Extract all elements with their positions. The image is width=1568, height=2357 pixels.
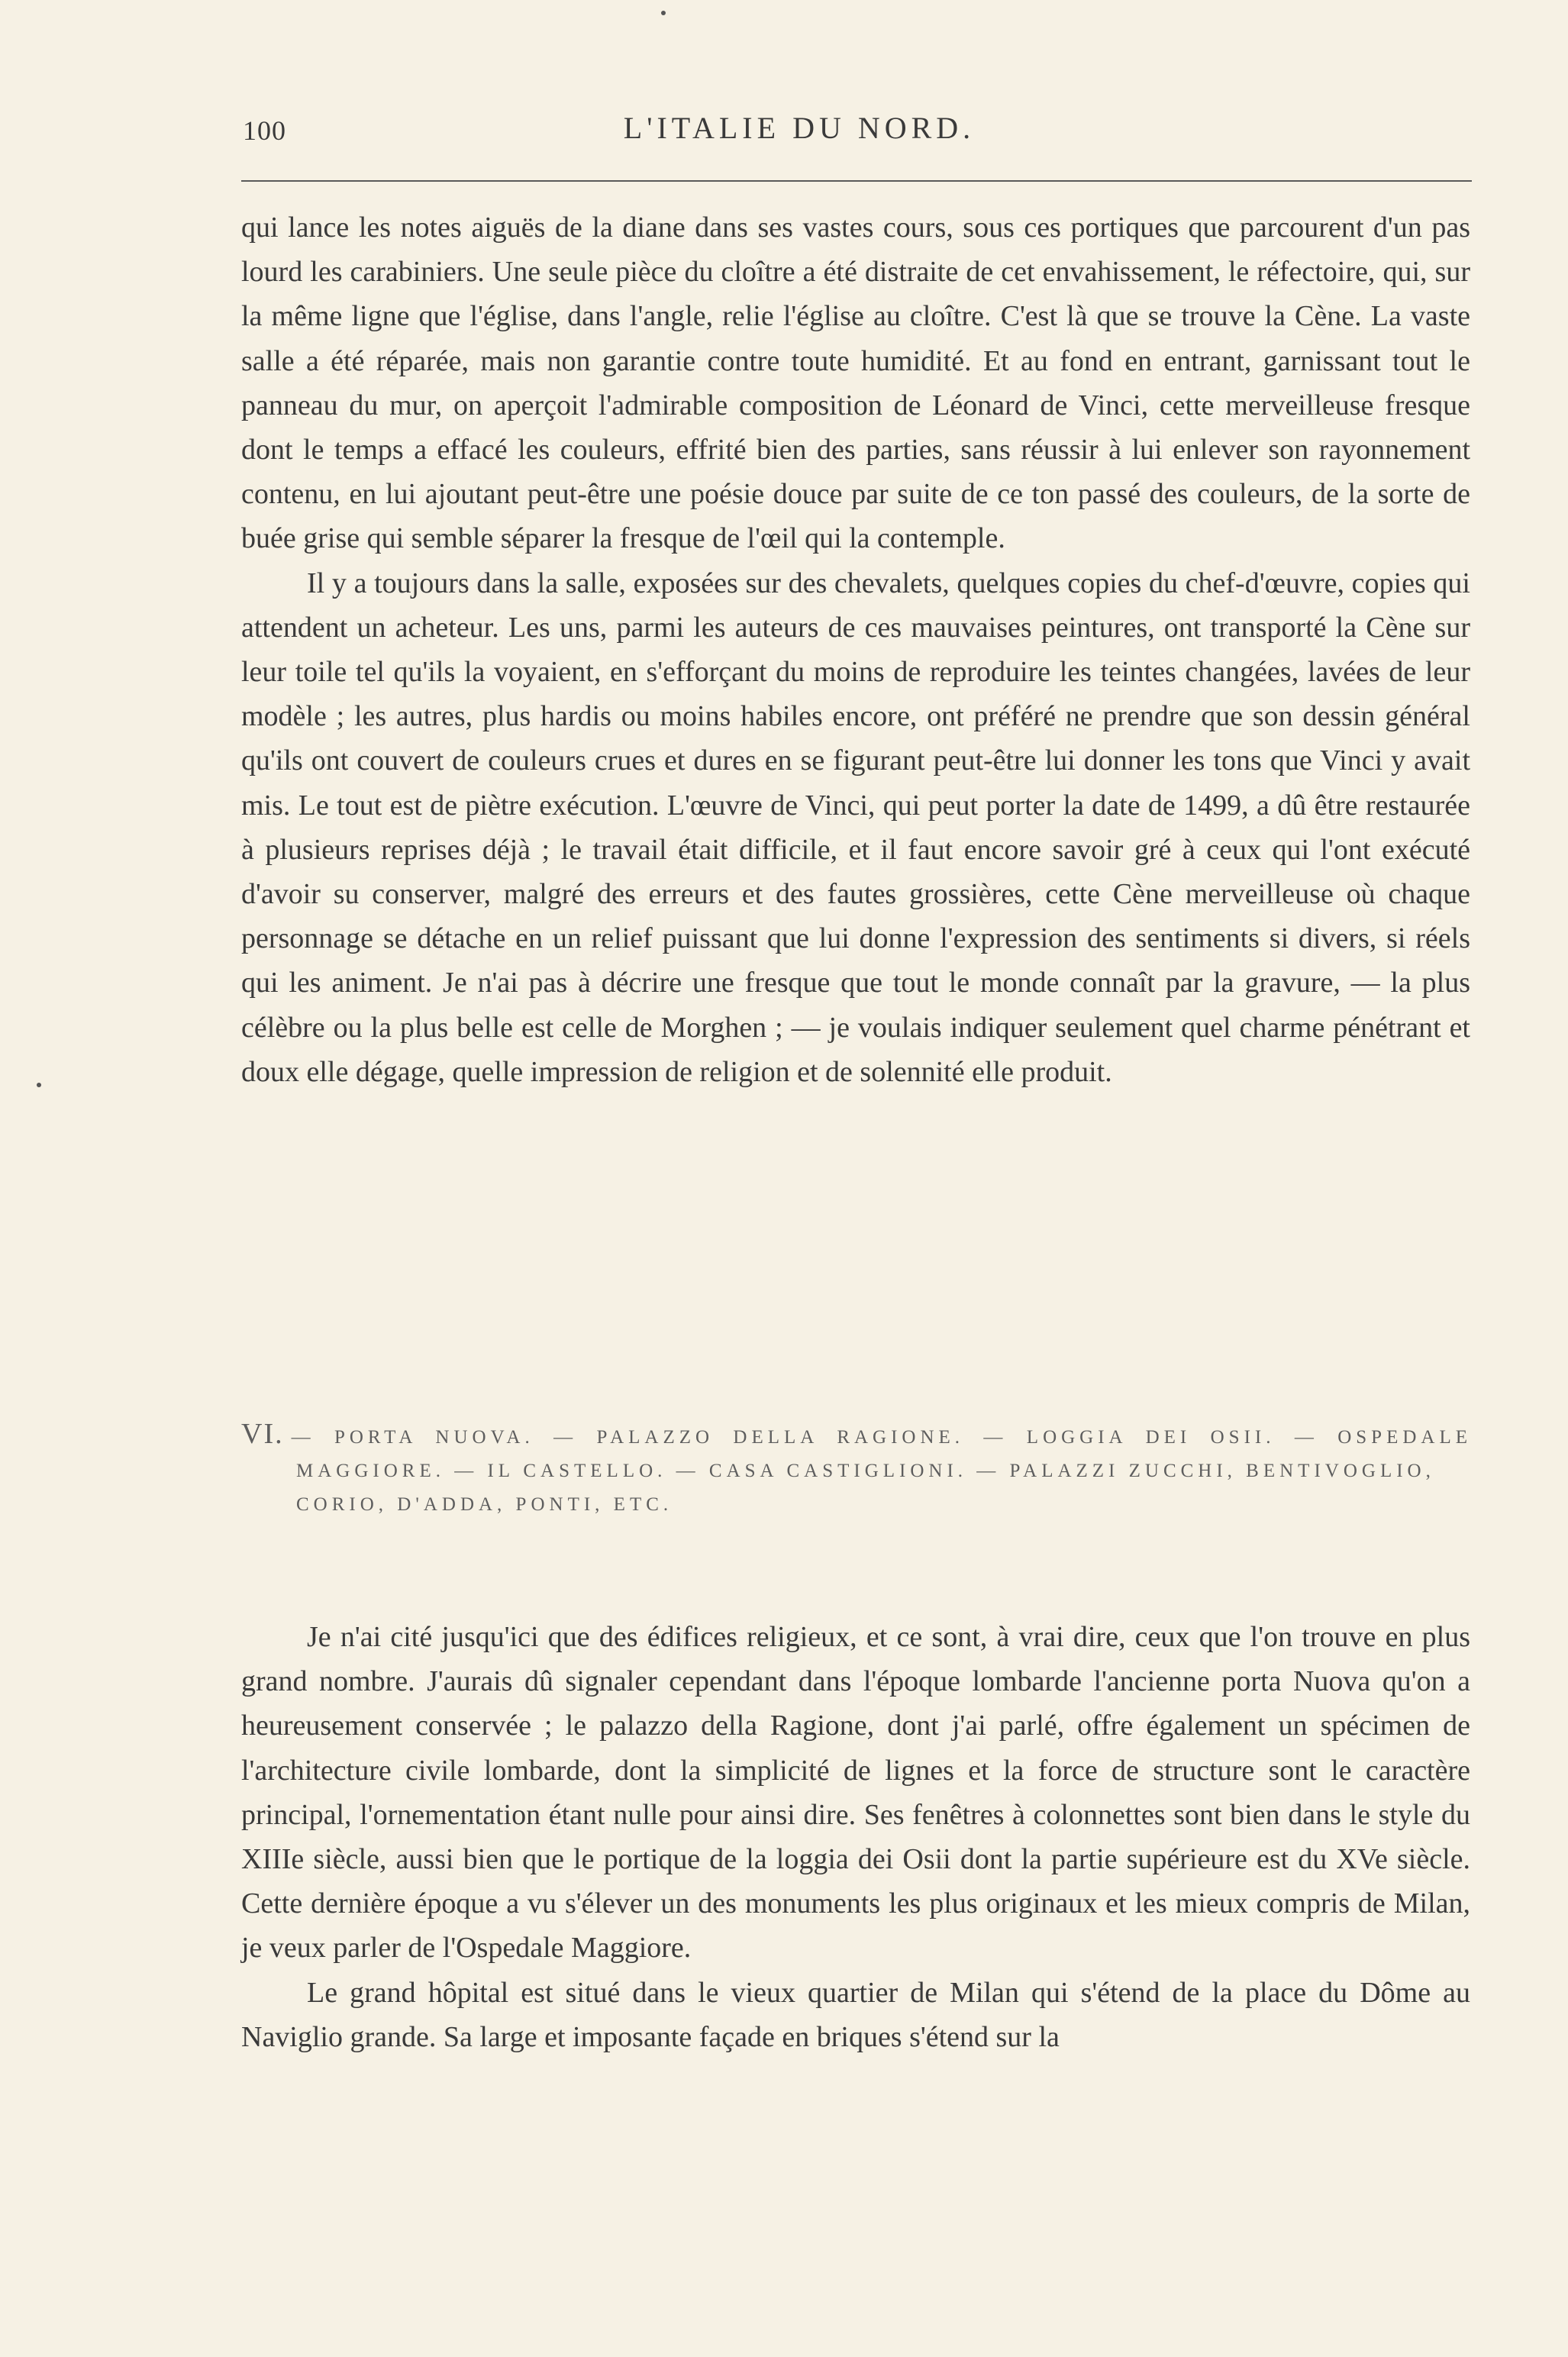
page-number: 100	[243, 115, 286, 146]
section-heading-line	[241, 1417, 1472, 1455]
section-title-line-1: — PORTA NUOVA. — PALAZZO DELLA RAGIONE. — LOGGIA DEI OSII. — OSPEDALE	[291, 1427, 1472, 1448]
body-text-bottom	[241, 1615, 1470, 2059]
section-title-line-3: CORIO, D'ADDA, PONTI, ETC.	[296, 1494, 673, 1515]
section-title-line-2: MAGGIORE. — IL CASTELLO. — CASA CASTIGLIONI. — PALAZZI ZUCCHI, BENTIVOGLIO,	[296, 1461, 1435, 1481]
header-rule	[241, 180, 1472, 182]
body-text-top	[241, 205, 1470, 1094]
paragraph: Il y a toujours dans la salle, exposées sur des chevalets, quelques copies du chef-d'œuvre, copies qui attendent un acheteur. Les uns, parmi les auteurs de ces mauvaises peintures, ont transporté la Cène sur leur toile tel qu'ils la voyaient, en s'efforçant du moins de reproduire les teintes changées, lavées de leur modèle ; les autres, plus hardis ou moins habiles encore, ont préféré ne prendre que son dessin général qu'ils ont couvert de couleurs crues et dures en se figurant peut-être lui donner les tons que Vinci y avait mis. Le tout est de piètre exécution. L'œuvre de Vinci, qui peut porter la date de 1499, a dû être restaurée à plusieurs reprises déjà ; le travail était difficile, et il faut encore savoir gré à ceux qui l'ont exécuté d'avoir su conserver, malgré des erreurs et des fautes grossières, cette Cène merveilleuse où chaque personnage se détache en un relief puissant que lui donne l'expression des sentiments si divers, si réels qui les animent. Je n'ai pas à décrire une fresque que tout le monde connaît par la gravure, — la plus célèbre ou la plus belle est celle de Morghen ; — je voulais indiquer seulement quel charme pénétrant et doux elle dégage, quelle impression de religion et de solennité elle produit.	[241, 567, 1470, 1088]
running-title: L'ITALIE DU NORD.	[623, 111, 976, 145]
paragraph: Le grand hôpital est situé dans le vieux quartier de Milan qui s'étend de la place du Dôme au Naviglio grande. Sa large et imposante façade en briques s'étend sur la	[241, 1976, 1470, 2053]
print-speck	[661, 11, 666, 15]
section-numeral: VI.	[241, 1418, 284, 1450]
print-speck	[37, 1083, 41, 1087]
section-heading	[241, 1417, 1472, 1522]
paragraph: Je n'ai cité jusqu'ici que des édifices religieux, et ce sont, à vrai dire, ceux que l'on trouve en plus grand nombre. J'aurais dû signaler cependant dans l'époque lombarde l'ancienne porta Nuova qu'on a heureusement conservée ; le palazzo della Ragione, dont j'ai parlé, offre également un spécimen de l'architecture civile lombarde, dont la simplicité de lignes et la force de structure sont le caractère principal, l'ornementation étant nulle pour ainsi dire. Ses fenêtres à colonnettes sont bien dans le style du XIIIe siècle, aussi bien que le portique de la loggia dei Osii dont la partie supérieure est du XVe siècle. Cette dernière époque a vu s'élever un des monuments les plus originaux et les mieux compris de Milan, je veux parler de l'Ospedale Maggiore.	[241, 1621, 1470, 1965]
paragraph-continued: qui lance les notes aiguës de la diane dans ses vastes cours, sous ces portiques que parcourent d'un pas lourd les carabiniers. Une seule pièce du cloître a été distraite de cet envahissement, le réfectoire, qui, sur la même ligne que l'église, dans l'angle, relie l'église au cloître. C'est là que se trouve la Cène. La vaste salle a été réparée, mais non garantie contre toute humidité. Et au fond en entrant, garnissant tout le panneau du mur, on aperçoit l'admirable composition de Léonard de Vinci, cette merveilleuse fresque dont le temps a effacé les couleurs, effrité bien des parties, sans réussir à lui enlever son rayonnement contenu, en lui ajoutant peut-être une poésie douce par suite de ce ton passé des couleurs, de la sorte de buée grise qui semble séparer la fresque de l'œil qui la contemple.	[241, 211, 1470, 555]
